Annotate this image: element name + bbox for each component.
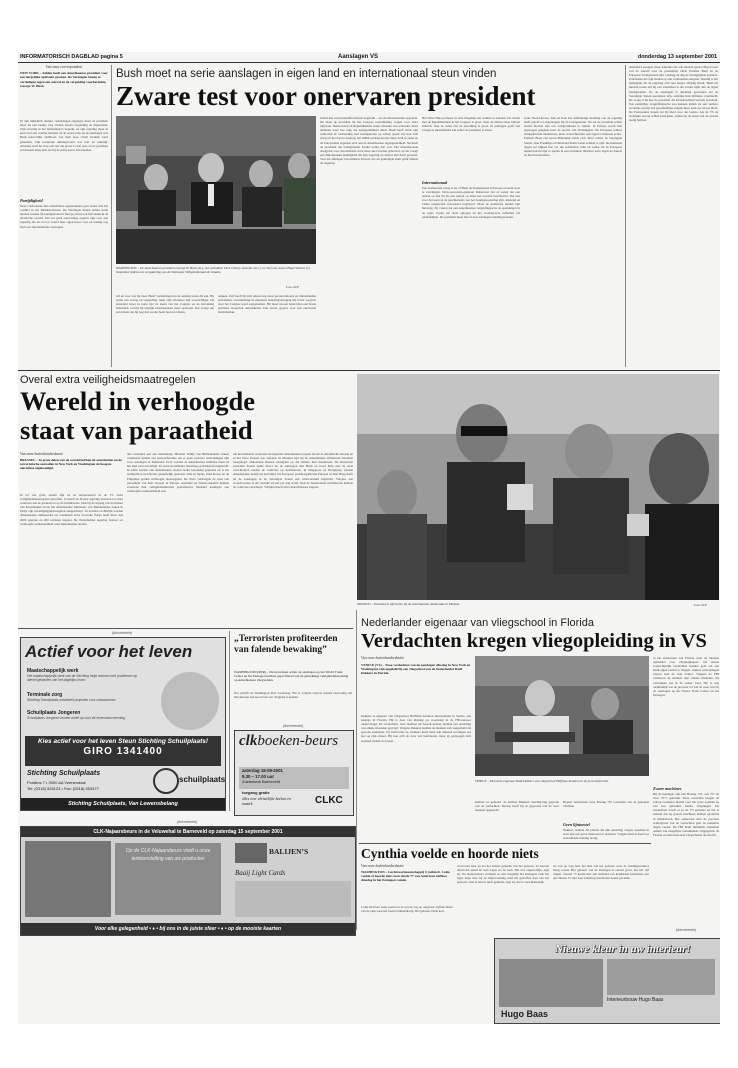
flight-body-col6: Bij de kapingen zijn een Boeing 747, een 757 en twee 767's gebruikt. Deze toestellen kregen de school tweemaal maand voor het grote examen op van een gebruikte kleine vliegtuigen. De verdachten wordt er in de VS gebruikt en het is bekend dat zij grotere machines hebben geoefend in simulatoren. Het onderzoek naar de precieze achtergrond van de verdachten gaat de komende dagen verder. De FBI heeft inmiddels tientallen namen van mogelijke betrokkenen vrijgegeven. In Florida worden meerdere vliegscholen doorzocht. — [653, 792, 719, 837]
bottom-ad-brand: BALIJEN’S — [269, 847, 309, 856]
newspaper-page — [18, 52, 720, 1024]
left-byline: Van onze correspondent — [45, 65, 83, 69]
hugo-ad-label: (Advertentie) — [675, 928, 697, 932]
hugo-baas-ad[interactable] — [494, 938, 720, 1024]
clk-place: Zuiderkerk Barneveld — [242, 779, 281, 784]
clk-slogan: alles over christelijke boeken en muziek — [242, 797, 291, 806]
hugo-ad-photo-2 — [607, 959, 715, 995]
mid-headline-2: staat van paraatheid — [20, 415, 253, 445]
clk-date: zaterdag 15-09-2001 — [242, 768, 283, 773]
moskou-photo-credit: Foto AFP — [694, 603, 707, 607]
subhead-partijdigheid: Partijdigheid — [20, 198, 43, 204]
hugo-ad-brand: Hugo Baas — [501, 1009, 549, 1019]
subhead-internationaal: Internationaal — [422, 180, 448, 185]
ad-left-title: Actief voor het leven — [25, 642, 193, 661]
subhead-geen-lijntoestel: Geen lijntoestel — [563, 822, 590, 827]
right-column-lead: Amerika's steegen, maar Amerika zal ook moeten gaan lobbyen naar wat de wereld voor de problemen vindt. Premier Blair en de Europese bondgenoten zijn vandaag de dag de belangrijkste partners. — [629, 65, 718, 78]
ad-logo-text: schuilplaats — [179, 775, 226, 784]
mid-body-col1: In tal van grote steden zijn na de terreuraanval in de VS extra veiligheidsmaatregelen getroffen. Zo heeft de Franse regering besloten tot extra controles aan de grenzen en op de luchthavens. Ook bij de ingang van de Kamer van Koophandel en bij het Amerikaanse ministerie van Buitenlandse Zaken in Parijs zijn beveiligingsmaatregelen aangescherpt. In Londen en Berlijn worden Amerikaanse ambassades en consulaten extra bewaakt. Parijs heeft meer dan 4000 agenten en 400 soldaten ingezet. De Nederlandse regering besloot tot verhoogde waakzaamheid rond Amerikaanse doelen. — [20, 493, 123, 526]
flight-photo-caption: VENICE – Directeur-eigenaar Rudi Dekkers van vliegschool Huffman Aviation in de persconferentie. — [475, 779, 609, 783]
schuilplaats-logo-icon — [153, 768, 179, 794]
small-story-headline: „Terroristen profiteerden van falende bewaking” — [234, 634, 338, 655]
top-photo-credit: Foto AFP — [286, 285, 299, 289]
flight-body-col3: Boston verdwijnen twee Boeing 767 toestellen van de gekaapte vluchten. — [563, 800, 649, 809]
ad-address: Postbus 7 • 3900 AA Veenendaal — [27, 780, 86, 785]
column-rule-right — [625, 65, 626, 367]
cynthia-headline: Cynthia voelde en hoorde niets — [361, 846, 539, 861]
schuilplaats-ad[interactable] — [20, 637, 226, 811]
small-story-lead: WASHINGTON (RTR) – De terroristen achter de aanslagen op het World Trade Center en het Pentagon hebben geprofiteerd van de gebrekkige veiligheidsbewaking op Amerikaanse vliegvelden. — [234, 670, 349, 683]
page-header — [18, 52, 720, 63]
top-body-col5: Een beslissende vraag is nu of Bush de bondgenoten in Europa en Azië weet te overtuigen. Navo-secretaris-generaal Robertson liet al weten dat een aanval op één lid als een aanval op allen kan worden beschouwd. Dat zou voor het eerst in de geschiedenis van het bondgenootschap zijn. Rusland en China reageerden verrassend begripvol. Maar de Arabische landen zijn huiverig. Zij vrezen dat een Amerikaanse vergeldingsactie de spanningen in de regio verder zal doen oplopen en het vredesproces definitief zal ondermijnen. De president moet met al deze belangen rekening houden. — [422, 186, 520, 219]
photo-moskou-embassy — [357, 374, 719, 600]
hugo-ad-sub: Interieurbouw Hugo Baas — [607, 997, 664, 1003]
top-body-col3: beleid met een kosteneffectiviteit wegdrukt – en om internationale oppositie. Nu moet de president bij het Congres toestemming vragen voor extra uitgaven. Democraten en Republikeinen staan schouder aan schouder, maar niemand weet hoe lang die eensgezindheid duurt. Bush heeft sinds zijn aantreden de verhouding met bondgenoten op scherp gezet: hij trok zich terug uit het Kyoto-verdrag, het ABM-verdrag kwam onder druk te staan en de Europeanen ergerden zich aan de Amerikaanse eigengereidheid. Nu heeft de president die bondgenoten harder nodig dan ooit. Het internationale draagvlak voor een militaire actie moet snel worden gebouwd, en dat vraagt een diplomatieke handigheid die zijn regering tot dusver niet heeft getoond. Veel zal afhangen van minister Powell, die als gematigde stem geldt binnen de regering. — [320, 116, 418, 166]
mid-byline: Van onze buitenlandredactie — [20, 452, 64, 456]
cynthia-body-col3: Ze was op weg naar het deel van het gebouw waar de reddingswerkers bezig waren. Het gebouw van de Pentagon is enorm groot, het telt vijf ringen. Toestel 77 kwam met een snelheid van honderden kilometers per uur binnen. Er zijn naar schatting honderden doden gevallen. — [553, 864, 649, 881]
clk-entry: toegang gratis — [242, 790, 270, 795]
left-body: Er zijn inmiddels talrijke verklaringen afgelegd, maar de president moet nu een lastige weg vinden tussen vergelding en diplomatie. Zijn ervaring in het buitenland is beperkt, en zijn regering moet in korte tijd een coalitie smeden. In de eerste uren na de aanslagen was Bush nauwelijks zichtbaar, wat hem door critici kwalijk werd genomen. Zijn toespraak dinsdagavond was kort en zakelijk. Amerika staat nu voor een test die groter is dan ooit, en de president zal moeten laten zien dat hij de juiste koers kan bepalen. — [20, 119, 108, 152]
ad-org: Stichting Schuilplaats — [27, 770, 101, 777]
clk-boekenbeurs-ad[interactable] — [234, 730, 354, 816]
left-lead: NEW YORK – Zelden heeft een Amerikaanse president voor een dergelijke opdracht gestaan. De Verenigde Staten te verdedigen tegen een aanval en de vergelding voorbereiden, George W. Bush. — [20, 71, 108, 88]
clk-ad-label: (Advertentie) — [282, 724, 304, 728]
flight-body-col5: in het zuidoosten van Florida waar zij meenen opleidden voor vliegtuigkapers. De laatste waarschijnlijk verdachten hadden geld om een klein eigen toestel te vliegen. Andere aanwijzingen wijzen naar de stad Venice. Volgens de FBI verbleven de mannen daar enkele maanden. Zij vertrokken pas in de zomer weer. Het is nog onduidelijk wat de precieze rol van de twee was bij de aanslagen op het World Trade Center en het Pentagon. — [653, 656, 719, 697]
mid-lead: BRUSSEL – In grote delen van de wereld hebben de autoriteiten na de terroristische aanvallen in New York en Washington de hoogste alarmfase afgekondigd. — [20, 458, 122, 471]
cynthia-body-col1: Colin had haar baan waarvoor ze woont, lag op ongeveer vijftien meter van de plek waar het toestel binnendrong. Het gebouw trilde kort. — [361, 905, 453, 914]
cynthia-lead: WASHINGTON – Luchtvaartmaatschappij Cynthia R. Colin voelde of hoorde niets toen vlucht 77 van American Airlines dinsdag in het Pentagon ramde. — [361, 870, 450, 883]
right-column: Amerika's steegen, maar Amerika zal ook moeten gaan lobbyen naar wat de wereld voor de problemen vindt. Premier Blair en de Europese bondgenoten zijn vandaag de dag de belangrijkste partners. Problemen die zijn landen op alle continenten aangaan. Daarbij is het belangrijk dat de regering zich niet langer afzijdig houdt. Bush zal moeten tonen dat hij een staatsman is die verder kijkt dan de eigen landsgrenzen. Na de aanslagen is duidelijk geworden dat de Verenigde Staten kwetsbaar zijn, ondanks hun militaire overmacht. De vraag is nu hoe de president die kwetsbaarheid vertaalt in beleid. Een eenzijdige vergeldingsactie zou kunnen leiden tot een verdere escalatie, terwijl een gezamenlijke aanpak meer kans op succes biedt. De Europeanen hopen dat hij kiest voor dat laatste. Als de VS de dodelijke terreur willen bestrijden, zullen zij de steun van de wereld nodig hebben. — [629, 65, 718, 123]
ad-banner — [25, 736, 221, 766]
photo-rudi-dekkers — [475, 656, 649, 776]
moskou-caption: MOSKOU – Emotionele tafereelen bij de Amerikaanse ambassade in Moskou. — [357, 602, 461, 606]
ad-section-2: Terminale zorg — [27, 692, 63, 698]
ad-section-3-text: Schuilplaats Jongeren komen actief op voor de levensbescherming. — [27, 716, 126, 720]
top-body-col1: wil en voor wat hij doet. Bush' verklaringen na de aanslag tonen dit aan. Hij sprak van oorlog en vergelding, maar zijn adviseurs zijn voorzichtiger. De president moet in korte tijd de steun van het Congres en de bevolking behouden, terwijl hij tegelijk internationaal moet opereren. Dat vraagt om een balans die hij nog niet eerder heeft hoeven vinden. — [116, 294, 214, 315]
hugo-ad-photo-1 — [499, 959, 603, 1007]
header-date: donderdag 13 september 2001 — [637, 54, 717, 60]
ad-phone: Tel: (0318) 526123 • Fax: (0318) 553477 — [27, 786, 99, 791]
top-photo-caption: WASHINGTON – De Amerikaanse president George W. Bush (m.), vice-president Dick Cheney (tweede van r.) en chef van staven Hugh Shelton (r.) bespreken tijdens een vergadering van de Nationale Veiligheidsraad de situatie. — [116, 266, 310, 275]
ad-banner-text: Kies actief voor het leven Steun Stichting Schuilplaats! — [37, 738, 209, 745]
ad-left-label: (Advertentie) — [111, 631, 133, 635]
bottom-ad-photo-1 — [25, 841, 111, 917]
hugo-ad-title: Nieuwe kleur in uw interieur! — [555, 943, 691, 955]
bottom-ad-stand: Op de CLK-Najaarsbeurs vindt u onze tentoonstelling van uw producten — [115, 843, 221, 915]
top-body-col6: zoals Noord-Korea, Irak en Iran. De zelfstandige houding van de regering heeft geleid tot ongenoegen bij de bondgenoten. Nu zal de president echter bereid moeten zijn om compromissen te sluiten. In Europa wordt met argusogen gekeken naar de reactie van Washington. De Europese leiders betuigden hun medeleven, maar waarschuwden ook tegen overhaaste acties. Premier Blair van Groot-Brittannië stelde zich direct achter de Verenigde Staten. Ook Frankrijk en Duitsland lieten weten solidair te zijn. De komende dagen zal blijken hoe ver die solidariteit reikt en welke rol de Europese landen bereid zijn te spelen in een eventuele militaire actie tegen de daders en hun beschermers. — [524, 116, 622, 157]
column-rule-small — [229, 631, 230, 811]
flight-headline: Verdachten kregen vliegopleiding in VS — [361, 630, 707, 652]
clk-najaarsbeurs-ad[interactable] — [20, 826, 356, 936]
ad-footer: Stichting Schuilplaats, Van Lewensbelang — [21, 798, 225, 810]
flight-kicker: Nederlander eigenaar van vliegschool in Florida — [361, 617, 594, 629]
section-divider-1 — [18, 370, 720, 371]
top-body-col4: Het Witte Huis probeert zo snel mogelijk een coalitie te smeden. De relatie met de Republikeinen in het Congres is goed, maar de Democraten blijven kritisch. Ook de steun van de bevolking is groot. In peilingen geeft een overgrote meerderheid aan achter de president te staan. — [422, 116, 520, 133]
ad-section-1: Maatschappelijk werk — [27, 668, 79, 674]
clk-title-a: clk — [239, 733, 258, 749]
flight-byline: Van onze buitenlandredactie — [361, 656, 405, 660]
ad-section-3: Schuilplaats Jongeren — [27, 710, 81, 716]
left-body-2: Deze confrontatie met onzichtbare tegenstanders gaat verder dan het conflict in het Midden-Oosten. De Verenigde Staten zullen steun moeten zoeken bij bondgenoten in Europa, maar ook bij landen in de Arabische wereld. Dat zal geen eenvoudige opgave zijn voor een regering die tot nu toe vooral haar eigen koers voer en weinig oog had voor internationale verdragen. — [20, 204, 108, 229]
ad-giro: GIRO 1341400 — [83, 746, 163, 757]
cynthia-byline: Van onze buitenlandredactie — [361, 864, 405, 868]
column-rule — [111, 65, 112, 367]
small-story-body: Dat schrijft de Washington Post woensdag. Het is volgens experts relatief eenvoudig om met messen aan boord van een vliegtuig te komen. — [234, 691, 352, 700]
flight-lead: VENICE (VS) – Twee verdachten van de aanslagen dinsdag in New York en Washington zijn opgeleid bij een vliegschool van de Nederlander Rudi Dekkers in Florida. — [361, 663, 471, 676]
bottom-ad-crest-icon — [235, 843, 267, 863]
photo-bush-meeting — [116, 116, 316, 264]
top-headline: Zware test voor onervaren president — [116, 81, 536, 111]
bottom-ad-title: CLK-Najaarsbeurs in de Veluwehal te Barneveld op zaterdag 15 september 2001 — [21, 827, 355, 837]
bottom-ad-label: (Advertentie) — [176, 820, 198, 824]
clk-title-b: boeken-beurs — [257, 733, 339, 749]
ad-section-1-text: Het maatschappelijk werk van de Stichting helpt mensen met problemen op allerlei gebieden van het dagelijks leven. — [27, 674, 138, 683]
mid-kicker: Overal extra veiligheidsmaatregelen — [20, 374, 196, 386]
bottom-ad-cards — [235, 881, 351, 917]
mid-body-col3: die het komende week met strategische Amerikaanse troepen boven de Atlantische Oceaan en in het Verre Oosten zou oefenen. In Moskou zijn bij de Amerikaanse ambassade bloemen neergelegd. Duizenden Russen betuigden op die manier hun medeleven. De Russische president Poetin belde direct na de aanslagen met Bush en bood hulp aan. In Azië verscherpten landen de controles op luchthavens. In Singapore en Hongkong werden Amerikaanse bedrijven beveiligd. De Europese politieorganisatie Europol in Den Haag heeft na de aanslagen in de Verenigde Staten een crisiscentrum ingericht. Volgens een woordvoerder is dit centrum 24 uur per dag actief. Ook de Nederlandse luchthavens hebben de controles verscherpt. Schiphol heeft extra marechaussee ingezet. — [233, 452, 353, 489]
mid-body-col2: den verstuurd aan een bemanning. Minister Schily van Binnenlandse Zaken verklaarde tijdens een persconferentie dat er geen concrete aanwijzingen zijn voor aanslagen in Duitsland. Toch worden de Amerikaanse militaire bases in het land extra beveiligd. Zo werd de militaire bezetting op Ramstein uitgebreid. In Italië werden alle Amerikaanse doelen onder bewaking geplaatst en is het luchtruim boven Rome gedeeltelijk gesloten. Ook in Japan, Zuid-Korea en de Filipijnen gelden verhoogde maatregelen. De Navo verhoogde de staat van paraatheid van haar troepen in Europa. Australië en Nieuw-Zeeland hebben eveneens hun veiligheidsdiensten gealarmeerd. Rusland kondigde een verhoogde waakzaamheid aan. — [127, 452, 229, 493]
cynthia-divider — [359, 843, 651, 844]
clk-logo: CLKC — [315, 795, 343, 806]
flight-body-col1: Dekkers is eigenaar van vliegschool Huffman Aviation International in Venice, een plaatsje in Florida. Hij is daar van dinsdag op woensdag in de FBI-kantoor ondervraagd. De verdachten, twee mannen uit Saoedi-Arabië, hadden een opleiding van enkele maanden gevolgd. Volgens Dekkers hadden de mannen zich aangemeld als gewone studenten. Zij vielen niet op. Dekkers heeft meer dan duizend leerlingen per jaar op zijn school. Hij kon zich de twee wel herinneren, maar zij gedroegen zich normaal tijdens de lessen. — [361, 714, 471, 743]
left-column — [20, 65, 108, 262]
clk-time: 9.30 – 17.00 uur — [242, 774, 275, 779]
top-kicker: Bush moet na serie aanslagen in eigen land en internationaal steun vinden — [116, 68, 497, 80]
mid-headline-1: Wereld in verhoogde — [20, 386, 256, 416]
subhead-zware-machines: Zware machines — [653, 786, 682, 791]
mid-divider — [18, 628, 353, 629]
ad-section-2-text: Stichting Schuilplaats ontwikkelt projecten voor volwassenen. — [27, 698, 117, 702]
flight-body-col4: Dekkers ontkent dat piloten die zijn opleiding volgen, daarmee in staat zijn een groot lijntoestel te besturen. Volgens hem is daarvoor aanvullende training nodig. — [563, 828, 649, 841]
top-body-col2: denken. Zelf heeft hij zich alleen nog maar geconcentreerd op binnenlandse problemen, voornamelijk de massieve belastingverlaging die in het voorjaar door het Congres werd aangenomen. Hij moet nu een beleid met een brede politieke draagvlak ontwikkelen. Een zware opgave voor een onervaren bewindsman. — [218, 294, 316, 315]
header-section: Aanslagen VS — [338, 54, 379, 60]
bottom-ad-brand-sub: Baaij Light Cards — [235, 869, 286, 877]
ad-photo-circle — [161, 672, 219, 730]
flight-body-col2: hebben we gehoord. Ze hebben Dekkers' beschrijving gegeven van de verdachten. Daarop heeft hij de gegevens van de twee mannen opgezocht. — [475, 800, 559, 813]
column-rule-mid — [356, 610, 357, 930]
bottom-ad-footer: Voor elke gelegenheid • ♦ • bij ons in de juiste sfeer • ♦ • op de mooiste kaarten — [21, 923, 355, 935]
header-left: INFORMATORISCH DAGBLAD pagina 5 — [20, 54, 123, 60]
cynthia-body-col2: werd naar haar en zei het andere gedeelte van het gebouw. Ze hoorde alleen het alarm en toen zagen we de rook. Het was ongelooflijk, zegt zij. De medewerkers verlieten zo snel mogelijk het Pentagon. Ook het leger helpt mee bij de hulpverlening rond het getroffen deel van het gebouw. Ook al had ze niets gemerkt, zegt zij, het is verschrikkelijk. — [457, 864, 549, 885]
